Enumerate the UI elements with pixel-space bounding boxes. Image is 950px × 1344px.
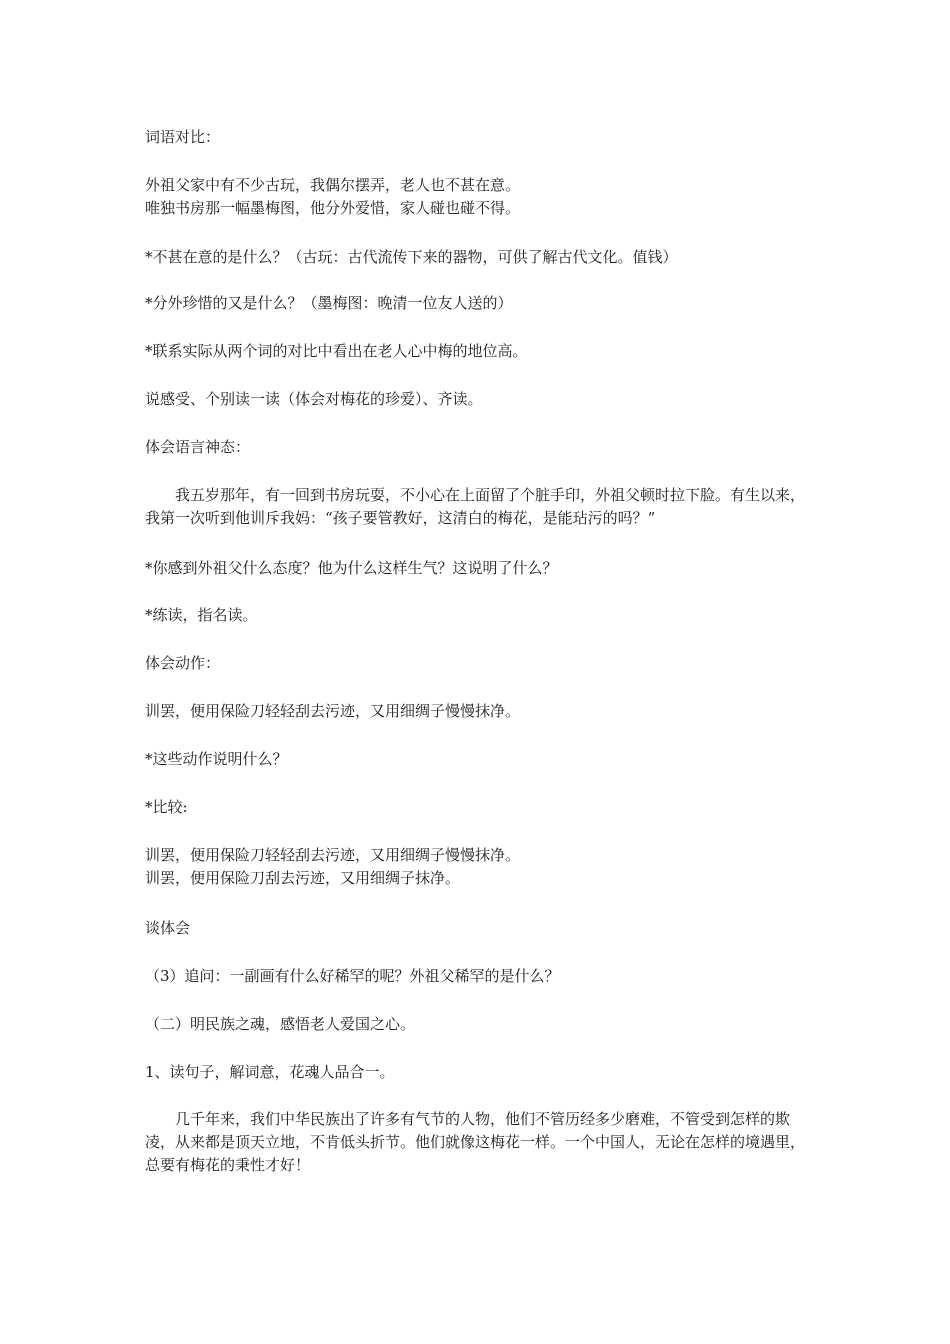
- paragraph-text: *联系实际从两个词的对比中看出在老人心中梅的地位高。: [145, 342, 528, 360]
- paragraph-text: 词语对比：: [145, 128, 221, 146]
- paragraph-text: （二）明民族之魂，感悟老人爱国之心。: [145, 1015, 416, 1033]
- quote-line: 训罢，便用保险刀刮去污迹，又用细绸子抹净。: [145, 869, 461, 887]
- paragraph-text: 训罢，便用保险刀轻轻刮去污迹，又用细绸子慢慢抹净。: [145, 702, 521, 720]
- question-not-care: [145, 246, 810, 269]
- heading-actions: [145, 652, 810, 675]
- heading-discuss: [145, 917, 810, 940]
- question-contrast: [145, 340, 810, 363]
- paragraph-text: 谈体会: [145, 919, 191, 937]
- paragraph-text: *这些动作说明什么？: [145, 750, 288, 768]
- paragraph-text: 1、读句子，解词意，花魂人品合一。: [145, 1063, 395, 1081]
- quote-line: 唯独书房那一幅墨梅图，他分外爱惜，家人碰也碰不得。: [145, 199, 521, 217]
- subheading-one: [145, 1061, 810, 1084]
- quote-antique-painting: [145, 174, 810, 220]
- paragraph-text: 体会动作：: [145, 654, 221, 672]
- paragraph-text: *分外珍惜的又是什么？（墨梅图：晚清一位友人送的）: [145, 294, 513, 312]
- quote-actions: [145, 700, 810, 723]
- compare-sentences: [145, 844, 810, 890]
- heading-compare: [145, 796, 810, 819]
- instruction-reading: [145, 388, 810, 411]
- paragraph-text: 我五岁那年，有一回到书房玩耍，不小心在上面留了个脏手印，外祖父顿时拉下脸。有生以来，我第一次听到他训斥我妈：“孩子要管教好，这清白的梅花，是能玷污的吗？”: [145, 486, 806, 527]
- heading-word-comparison: [145, 126, 810, 149]
- passage-national-spirit: [145, 1108, 810, 1177]
- instruction-practice: [145, 604, 810, 627]
- quote-line: 外祖父家中有不少古玩，我偶尔摆弄，老人也不甚在意。: [145, 176, 521, 194]
- paragraph-text: 几千年来，我们中华民族出了许多有气节的人物，他们不管历经多少磨难，不管受到怎样的欺凌，从来都是顶天立地，不肯低头折节。他们就像这梅花一样。一个中国人，无论在怎样的境遇里，总要有梅花的秉性才好！: [145, 1110, 806, 1174]
- question-actions-meaning: [145, 748, 810, 771]
- passage-five-years-old: [145, 484, 810, 530]
- paragraph-text: 说感受、个别读一读（体会对梅花的珍爱）、齐读。: [145, 390, 483, 408]
- question-follow-up: [145, 965, 810, 988]
- quote-line: 训罢，便用保险刀轻轻刮去污迹，又用细绸子慢慢抹净。: [145, 846, 521, 864]
- heading-language-expression: [145, 436, 810, 459]
- paragraph-text: （3）追问：一副画有什么好稀罕的呢？外祖父稀罕的是什么？: [145, 967, 560, 985]
- paragraph-text: 体会语言神态：: [145, 438, 251, 456]
- section-heading-two: [145, 1013, 810, 1036]
- question-attitude: [145, 557, 810, 580]
- paragraph-text: *你感到外祖父什么态度？他为什么这样生气？这说明了什么？: [145, 559, 558, 577]
- question-cherish: [145, 292, 810, 315]
- paragraph-text: *练读，指名读。: [145, 606, 258, 624]
- paragraph-text: *不甚在意的是什么？（古玩：古代流传下来的器物，可供了解古代文化。值钱）: [145, 248, 678, 266]
- paragraph-text: *比较:: [145, 798, 188, 816]
